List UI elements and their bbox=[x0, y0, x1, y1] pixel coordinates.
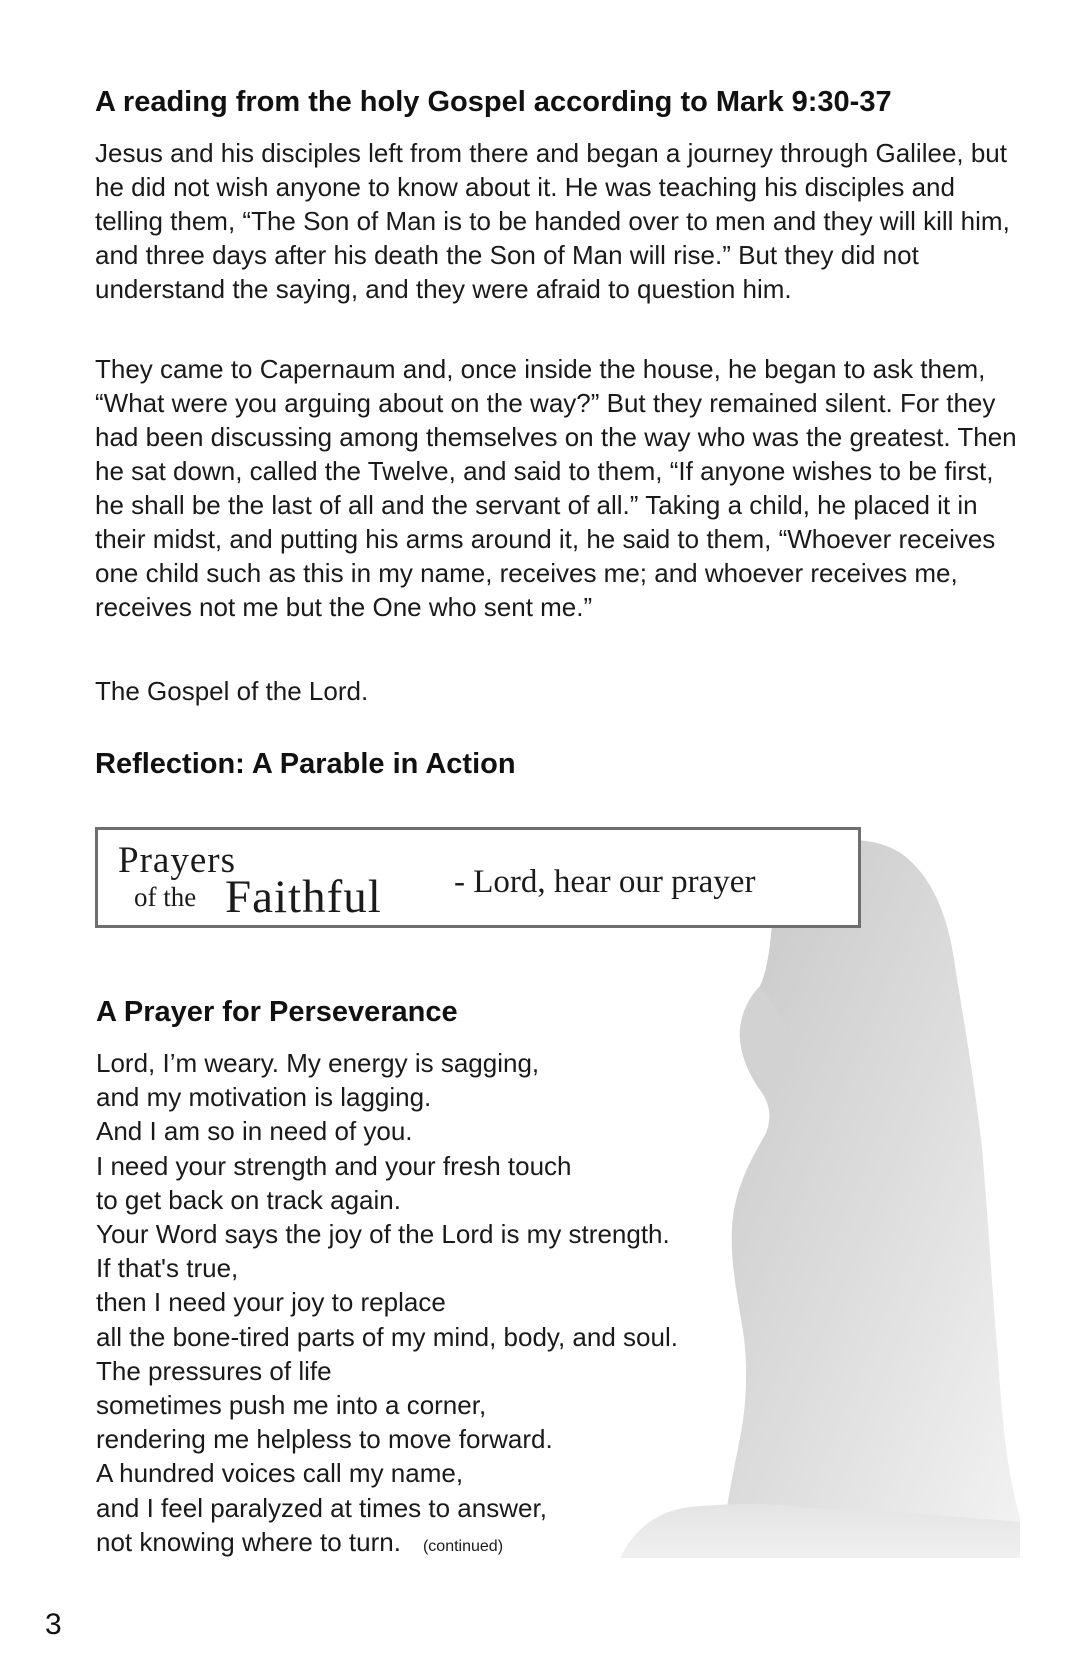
prayer-line: and I feel paralyzed at times to answer, bbox=[96, 1492, 547, 1523]
prayer-line: If that's true, bbox=[96, 1253, 239, 1284]
prayer-line: I need your strength and your fresh touch bbox=[96, 1150, 572, 1181]
gospel-paragraph: They came to Capernaum and, once inside the house, he began to ask them, “What were you arguing about on the way?” But they remained silent. For they had been discussing among themselves on the way who was the greatest. Then he sat down, called the Twelve, and said to them, “If anyone wishes to be first, he shall be the last of all and the servant of all.” Taking a child, he placed it in their midst, and putting his arms around it, he said to them, “Whoever receives one child such as this in my name, receives me; and whoever receives me, receives not me but the One who sent me.” bbox=[95, 354, 1017, 622]
prayer-line: Your Word says the joy of the Lord is my strength. bbox=[96, 1219, 670, 1250]
prayers-of-the-faithful-banner bbox=[95, 827, 861, 928]
prayer-heading: A Prayer for Perseverance bbox=[96, 996, 458, 1028]
reflection-heading: Reflection: A Parable in Action bbox=[95, 748, 516, 780]
prayer-line: A hundred voices call my name, bbox=[96, 1458, 464, 1489]
gospel-paragraph: Jesus and his disciples left from there and began a journey through Galilee, but he did not wish anyone to know about it. He was teaching his disciples and telling them, “The Son of Man is to be handed over to men and they will kill him, and three days after his death the Son of Man will rise.” But they did not understand the saying, and they were afraid to question him. bbox=[95, 138, 1010, 304]
prayer-line: rendering me helpless to move forward. bbox=[96, 1424, 553, 1455]
banner-response: - Lord, hear our prayer bbox=[454, 864, 756, 900]
prayer-lines bbox=[96, 1046, 678, 1564]
banner-title-of-the: of the bbox=[134, 882, 197, 912]
banner-title-prayers: Prayers bbox=[118, 840, 236, 881]
prayer-line: Lord, I’m weary. My energy is sagging, bbox=[96, 1048, 540, 1078]
prayer-line: all the bone-tired parts of my mind, body, and soul. bbox=[96, 1321, 678, 1352]
prayer-line: sometimes push me into a corner, bbox=[96, 1390, 487, 1421]
continued-note: (continued) bbox=[422, 1537, 504, 1555]
page-number: 3 bbox=[45, 1608, 62, 1641]
prayer-line: to get back on track again. bbox=[96, 1184, 401, 1215]
praying-figure-silhouette bbox=[620, 818, 1060, 1558]
gospel-heading: A reading from the holy Gospel according to Mark 9:30-37 bbox=[95, 86, 892, 118]
prayer-line-last bbox=[96, 1525, 678, 1564]
gospel-closing: The Gospel of the Lord. bbox=[95, 676, 369, 706]
prayer-line: And I am so in need of you. bbox=[96, 1116, 413, 1147]
prayer-line: and my motivation is lagging. bbox=[96, 1082, 432, 1113]
prayer-line: The pressures of life bbox=[96, 1355, 332, 1386]
prayer-line: not knowing where to turn. bbox=[96, 1526, 401, 1557]
banner-title-faithful: Faithful bbox=[225, 871, 382, 923]
prayer-line: then I need your joy to replace bbox=[96, 1287, 446, 1318]
